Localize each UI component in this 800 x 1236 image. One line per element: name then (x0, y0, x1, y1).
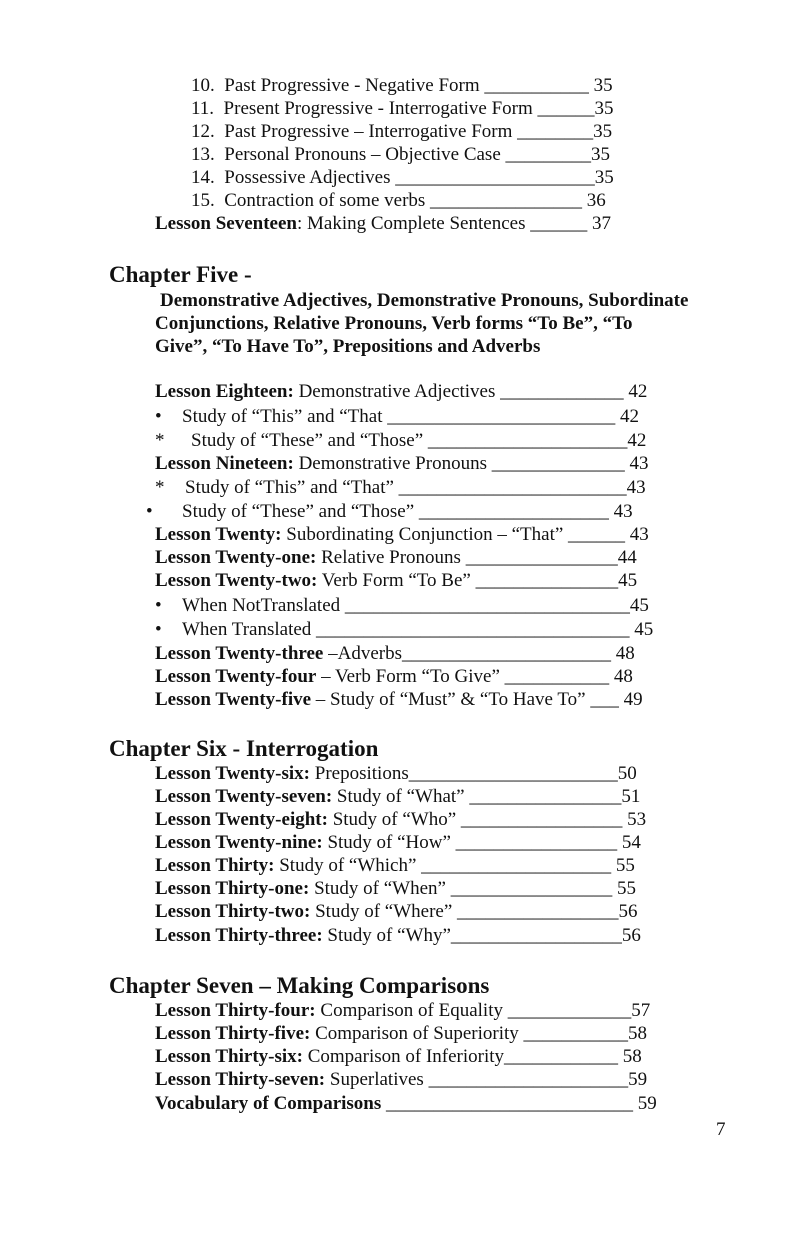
lesson-rest: : Making Complete Sentences ______ 37 (296, 213, 611, 234)
lesson-rest: Prepositions______________________50 (310, 763, 637, 784)
lesson-rest: __________________________ 59 (381, 1093, 657, 1114)
bullet-text: Study of “These” and “Those” _____________________42 (191, 430, 647, 451)
bullet-text: When NotTranslated ______________________________45 (182, 595, 649, 616)
lesson-37-line (155, 1069, 647, 1091)
lesson-rest: – Verb Form “To Give” ___________ 48 (316, 666, 633, 687)
lesson-28-line (155, 809, 646, 831)
item-text: Past Progressive – Interrogative Form ________35 (224, 121, 613, 142)
lesson-rest: Study of “Where” _________________56 (310, 901, 638, 922)
lesson-rest: –Adverbs______________________ 48 (323, 643, 635, 664)
lesson-title: Lesson Thirty-four: (155, 1000, 316, 1021)
lesson-32-line (155, 901, 638, 923)
lesson-rest: Comparison of Superiority ___________58 (310, 1023, 648, 1044)
lesson-30-line (155, 855, 635, 877)
bullet-line (155, 406, 639, 428)
lesson-rest: Study of “How” _________________ 54 (322, 832, 641, 853)
lesson-rest: Subordinating Conjunction – “That” ______ 43 (281, 524, 649, 545)
lesson-rest: Demonstrative Adjectives _____________ 42 (293, 381, 648, 402)
bullet-icon: • (155, 619, 162, 640)
toc-item-15 (191, 190, 606, 212)
lesson-title: Lesson Twenty-one: (155, 547, 317, 568)
item-text: Past Progressive - Negative Form ___________ 35 (224, 75, 613, 96)
lesson-title: Lesson Eighteen: (155, 381, 294, 402)
bullet-text: Study of “These” and “Those” ____________________ 43 (182, 501, 633, 522)
lesson-31-line (155, 878, 636, 900)
lesson-rest: Superlatives _____________________59 (325, 1069, 648, 1090)
lesson-rest: Demonstrative Pronouns ______________ 43 (293, 453, 649, 474)
lesson-35-line (155, 1023, 647, 1045)
lesson-title: Lesson Twenty-four (155, 666, 317, 687)
lesson-title: Lesson Thirty-one: (155, 878, 310, 899)
lesson-20-line (155, 524, 649, 546)
page-number: 7 (716, 1119, 726, 1140)
lesson-rest: Relative Pronouns ________________44 (316, 547, 637, 568)
item-text: Personal Pronouns – Objective Case _________35 (224, 144, 611, 165)
lesson-17-line (155, 213, 611, 235)
lesson-title: Lesson Twenty-eight: (155, 809, 328, 830)
lesson-title: Lesson Thirty-three: (155, 925, 323, 946)
item-text: Possessive Adjectives _____________________35 (224, 167, 614, 188)
bullet-line (155, 595, 649, 617)
bullet-text: When Translated _________________________________ 45 (182, 619, 654, 640)
lesson-33-line (155, 925, 641, 947)
chapter-five-subtitle-2: Conjunctions, Relative Pronouns, Verb forms “To Be”, “To (155, 313, 633, 334)
lesson-rest: – Study of “Must” & “To Have To” ___ 49 (311, 689, 643, 710)
item-number: 15. (191, 190, 215, 211)
lesson-36-line (155, 1046, 642, 1068)
lesson-title: Lesson Twenty-nine: (155, 832, 323, 853)
lesson-title: Lesson Thirty-five: (155, 1023, 311, 1044)
lesson-rest: Verb Form “To Be” _______________45 (317, 570, 638, 591)
item-number: 12. (191, 121, 215, 142)
toc-item-10 (191, 75, 613, 97)
toc-item-11 (191, 98, 614, 120)
asterisk-icon: * (155, 477, 165, 498)
chapter-five-subtitle-3: Give”, “To Have To”, Prepositions and Adverbs (155, 336, 541, 357)
lesson-title: Vocabulary of Comparisons (155, 1093, 382, 1114)
chapter-five-subtitle-1: Demonstrative Adjectives, Demonstrative Pronouns, Subordinate (160, 290, 689, 311)
chapter-seven-heading: Chapter Seven – Making Comparisons (109, 973, 490, 998)
lesson-22-line (155, 570, 637, 592)
bullet-line (155, 477, 646, 499)
lesson-29-line (155, 832, 641, 854)
lesson-rest: Study of “What” ________________51 (332, 786, 641, 807)
lesson-title: Lesson Twenty: (155, 524, 282, 545)
lesson-title: Lesson Twenty-seven: (155, 786, 333, 807)
bullet-icon: • (155, 406, 162, 427)
lesson-26-line (155, 763, 637, 785)
chapter-six-heading: Chapter Six - Interrogation (109, 736, 379, 761)
lesson-title: Lesson Thirty-two: (155, 901, 311, 922)
lesson-title: Lesson Twenty-six: (155, 763, 311, 784)
lesson-18-line (155, 381, 647, 403)
lesson-rest: Study of “When” _________________ 55 (309, 878, 636, 899)
item-number: 13. (191, 144, 215, 165)
lesson-27-line (155, 786, 640, 808)
item-number: 10. (191, 75, 215, 96)
toc-item-12 (191, 121, 612, 143)
item-number: 11. (191, 98, 215, 119)
lesson-rest: Study of “Who” _________________ 53 (327, 809, 647, 830)
lesson-rest: Comparison of Equality _____________57 (315, 1000, 651, 1021)
lesson-19-line (155, 453, 648, 475)
lesson-title: Lesson Thirty-seven: (155, 1069, 326, 1090)
lesson-title: Lesson Twenty-three (155, 643, 324, 664)
item-text: Contraction of some verbs ________________ 36 (224, 190, 606, 211)
lesson-23-line (155, 643, 635, 665)
lesson-title: Lesson Thirty-six: (155, 1046, 303, 1067)
lesson-rest: Study of “Which” ____________________ 55 (274, 855, 635, 876)
toc-item-13 (191, 144, 610, 166)
bullet-icon: • (146, 501, 153, 522)
bullet-text: Study of “This” and “That” ________________________43 (185, 477, 646, 498)
item-text: Present Progressive - Interrogative Form ______35 (223, 98, 614, 119)
chapter-five-heading: Chapter Five - (109, 262, 252, 287)
lesson-title: Lesson Thirty: (155, 855, 275, 876)
lesson-title: Lesson Seventeen (155, 213, 297, 234)
lesson-25-line (155, 689, 643, 711)
lesson-rest: Study of “Why”__________________56 (322, 925, 641, 946)
bullet-line (146, 501, 633, 523)
lesson-24-line (155, 666, 633, 688)
bullet-icon: • (155, 595, 162, 616)
bullet-text: Study of “This” and “That ________________________ 42 (182, 406, 640, 427)
asterisk-icon: * (155, 430, 165, 451)
lesson-21-line (155, 547, 637, 569)
bullet-line (155, 619, 653, 641)
lesson-rest: Comparison of Inferiority____________ 58 (302, 1046, 642, 1067)
bullet-line (155, 430, 646, 452)
vocabulary-line (155, 1093, 657, 1115)
item-number: 14. (191, 167, 215, 188)
toc-item-14 (191, 167, 614, 189)
lesson-title: Lesson Twenty-five (155, 689, 312, 710)
lesson-title: Lesson Twenty-two: (155, 570, 318, 591)
lesson-34-line (155, 1000, 650, 1022)
lesson-title: Lesson Nineteen: (155, 453, 294, 474)
